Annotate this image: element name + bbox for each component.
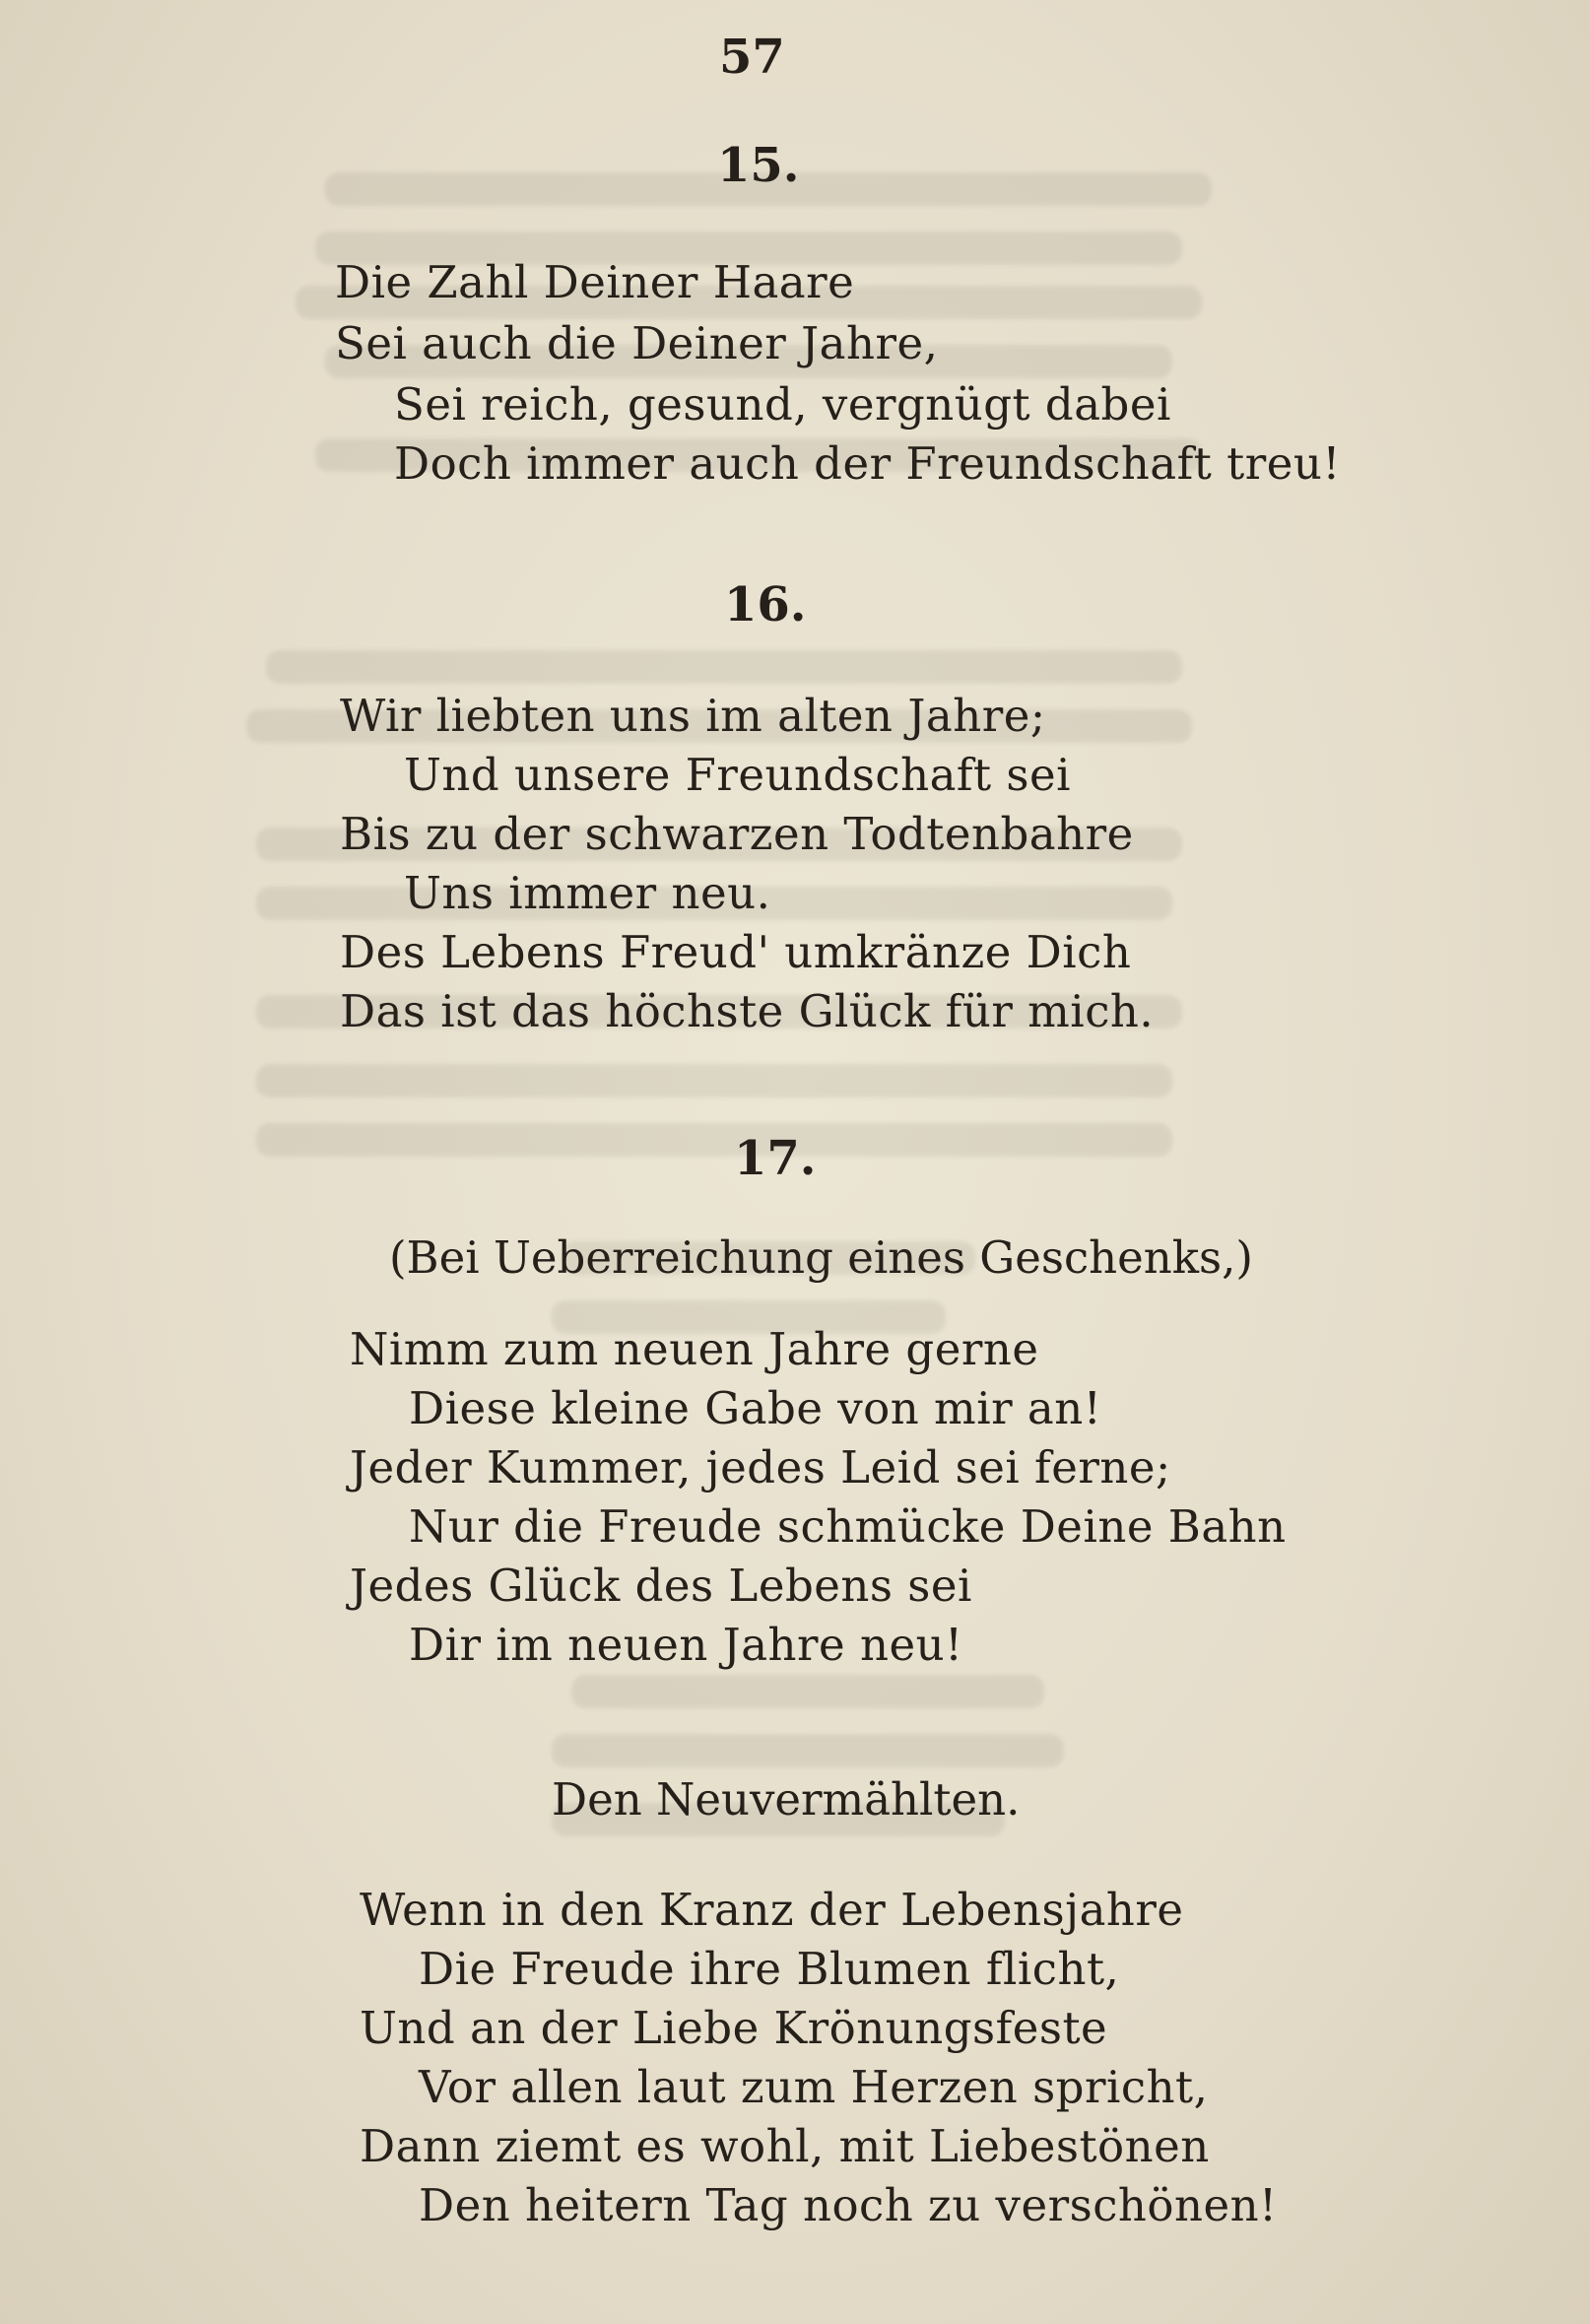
poem-line: Die Zahl Deiner Haare bbox=[335, 256, 855, 308]
poem-number: 17. bbox=[734, 1131, 817, 1186]
poem-line: Uns immer neu. bbox=[404, 867, 771, 919]
poem-line: Wir liebten uns im alten Jahre; bbox=[340, 690, 1046, 742]
poem-line: Doch immer auch der Freundschaft treu! bbox=[394, 437, 1341, 490]
poem-line: Das ist das höchste Glück für mich. bbox=[340, 985, 1155, 1037]
poem-line: Nimm zum neuen Jahre gerne bbox=[350, 1323, 1039, 1375]
poem-line: Sei auch die Deiner Jahre, bbox=[335, 317, 939, 369]
poem-number: 16. bbox=[724, 577, 807, 632]
poem-line: Den heitern Tag noch zu verschönen! bbox=[419, 2179, 1278, 2231]
page-number: 57 bbox=[719, 30, 785, 85]
poem-subtitle: (Bei Ueberreichung eines Geschenks,) bbox=[389, 1231, 1253, 1284]
poem-title: Den Neuvermählten. bbox=[552, 1773, 1021, 1826]
poem-line: Nur die Freude schmücke Deine Bahn bbox=[409, 1500, 1287, 1553]
poem-line: Vor allen laut zum Herzen spricht, bbox=[419, 2061, 1209, 2113]
poem-line: Jedes Glück des Lebens sei bbox=[350, 1560, 972, 1612]
poem-line: Bis zu der schwarzen Todtenbahre bbox=[340, 808, 1134, 860]
poem-line: Und unsere Freundschaft sei bbox=[404, 749, 1072, 801]
poem-line: Jeder Kummer, jedes Leid sei ferne; bbox=[350, 1441, 1171, 1494]
poem-number: 15. bbox=[717, 138, 800, 193]
poem-line: Sei reich, gesund, vergnügt dabei bbox=[394, 378, 1171, 431]
poem-line: Und an der Liebe Krönungsfeste bbox=[360, 2002, 1108, 2054]
poem-line: Diese kleine Gabe von mir an! bbox=[409, 1382, 1102, 1434]
poem-line: Die Freude ihre Blumen flicht, bbox=[419, 1943, 1120, 1995]
poem-line: Dir im neuen Jahre neu! bbox=[409, 1619, 963, 1671]
poem-line: Dann ziemt es wohl, mit Liebestönen bbox=[360, 2120, 1210, 2172]
poem-line: Des Lebens Freud' umkränze Dich bbox=[340, 926, 1132, 978]
poem-line: Wenn in den Kranz der Lebensjahre bbox=[360, 1884, 1184, 1936]
